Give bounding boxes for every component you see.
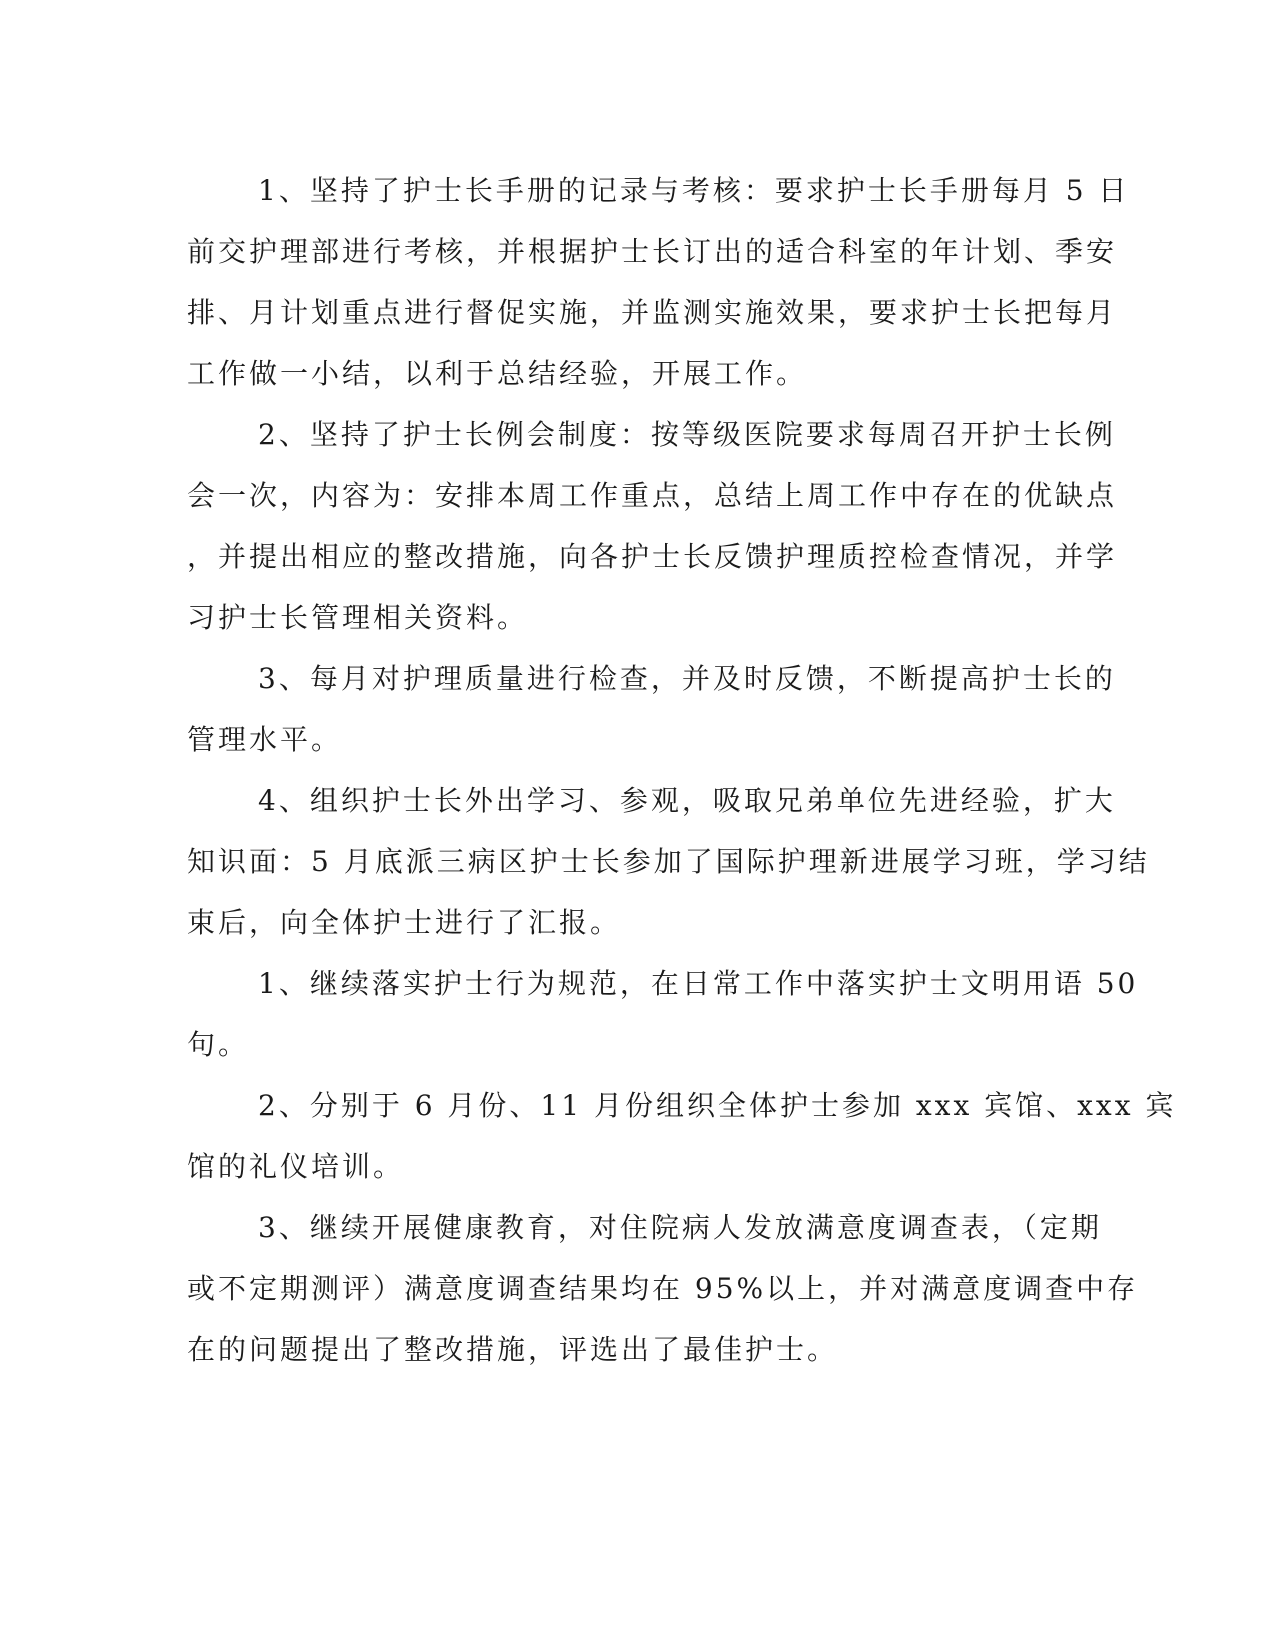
paragraph-line: 前交护理部进行考核，并根据护士长订出的适合科室的年计划、季安 [187, 235, 1118, 268]
paragraph-line: 管理水平。 [187, 723, 343, 756]
paragraph-line: 在的问题提出了整改措施，评选出了最佳护士。 [187, 1333, 839, 1366]
paragraph-line: 句。 [187, 1028, 250, 1061]
paragraph-line: 习护士长管理相关资料。 [187, 601, 529, 634]
paragraph-line: 4、组织护士长外出学习、参观，吸取兄弟单位先进经验，扩大 [258, 784, 1116, 817]
paragraph-line: 3、每月对护理质量进行检查，并及时反馈，不断提高护士长的 [258, 662, 1116, 695]
paragraph-line: 馆的礼仪培训。 [187, 1150, 405, 1183]
paragraph-6 [187, 1075, 1177, 1197]
paragraph-line: 排、月计划重点进行督促实施，并监测实施效果，要求护士长把每月 [187, 296, 1118, 329]
paragraph-line: 会一次，内容为：安排本周工作重点，总结上周工作中存在的优缺点 [187, 479, 1118, 512]
paragraph-line: 工作做一小结，以利于总结经验，开展工作。 [187, 357, 808, 390]
paragraph-1 [187, 160, 1130, 404]
paragraph-line: ，并提出相应的整改措施，向各护士长反馈护理质控检查情况，并学 [187, 540, 1118, 573]
paragraph-line: 或不定期测评）满意度调查结果均在 95%以上，并对满意度调查中存 [187, 1272, 1139, 1305]
paragraph-line: 2、分别于 6 月份、11 月份组织全体护士参加 xxx 宾馆、xxx 宾 [258, 1089, 1177, 1122]
paragraph-line: 3、继续开展健康教育，对住院病人发放满意度调查表，（定期 [258, 1211, 1102, 1244]
paragraph-line: 1、坚持了护士长手册的记录与考核：要求护士长手册每月 5 日 [258, 174, 1130, 207]
paragraph-7 [187, 1197, 1139, 1380]
paragraph-3 [187, 648, 1116, 770]
paragraph-line: 1、继续落实护士行为规范，在日常工作中落实护士文明用语 50 [258, 967, 1139, 1000]
paragraph-4 [187, 770, 1150, 953]
paragraph-line: 束后，向全体护士进行了汇报。 [187, 906, 622, 939]
paragraph-line: 知识面：5 月底派三病区护士长参加了国际护理新进展学习班，学习结 [187, 845, 1150, 878]
document-body [187, 160, 1177, 1380]
paragraph-2 [187, 404, 1118, 648]
paragraph-5 [187, 953, 1139, 1075]
paragraph-line: 2、坚持了护士长例会制度：按等级医院要求每周召开护士长例 [258, 418, 1116, 451]
